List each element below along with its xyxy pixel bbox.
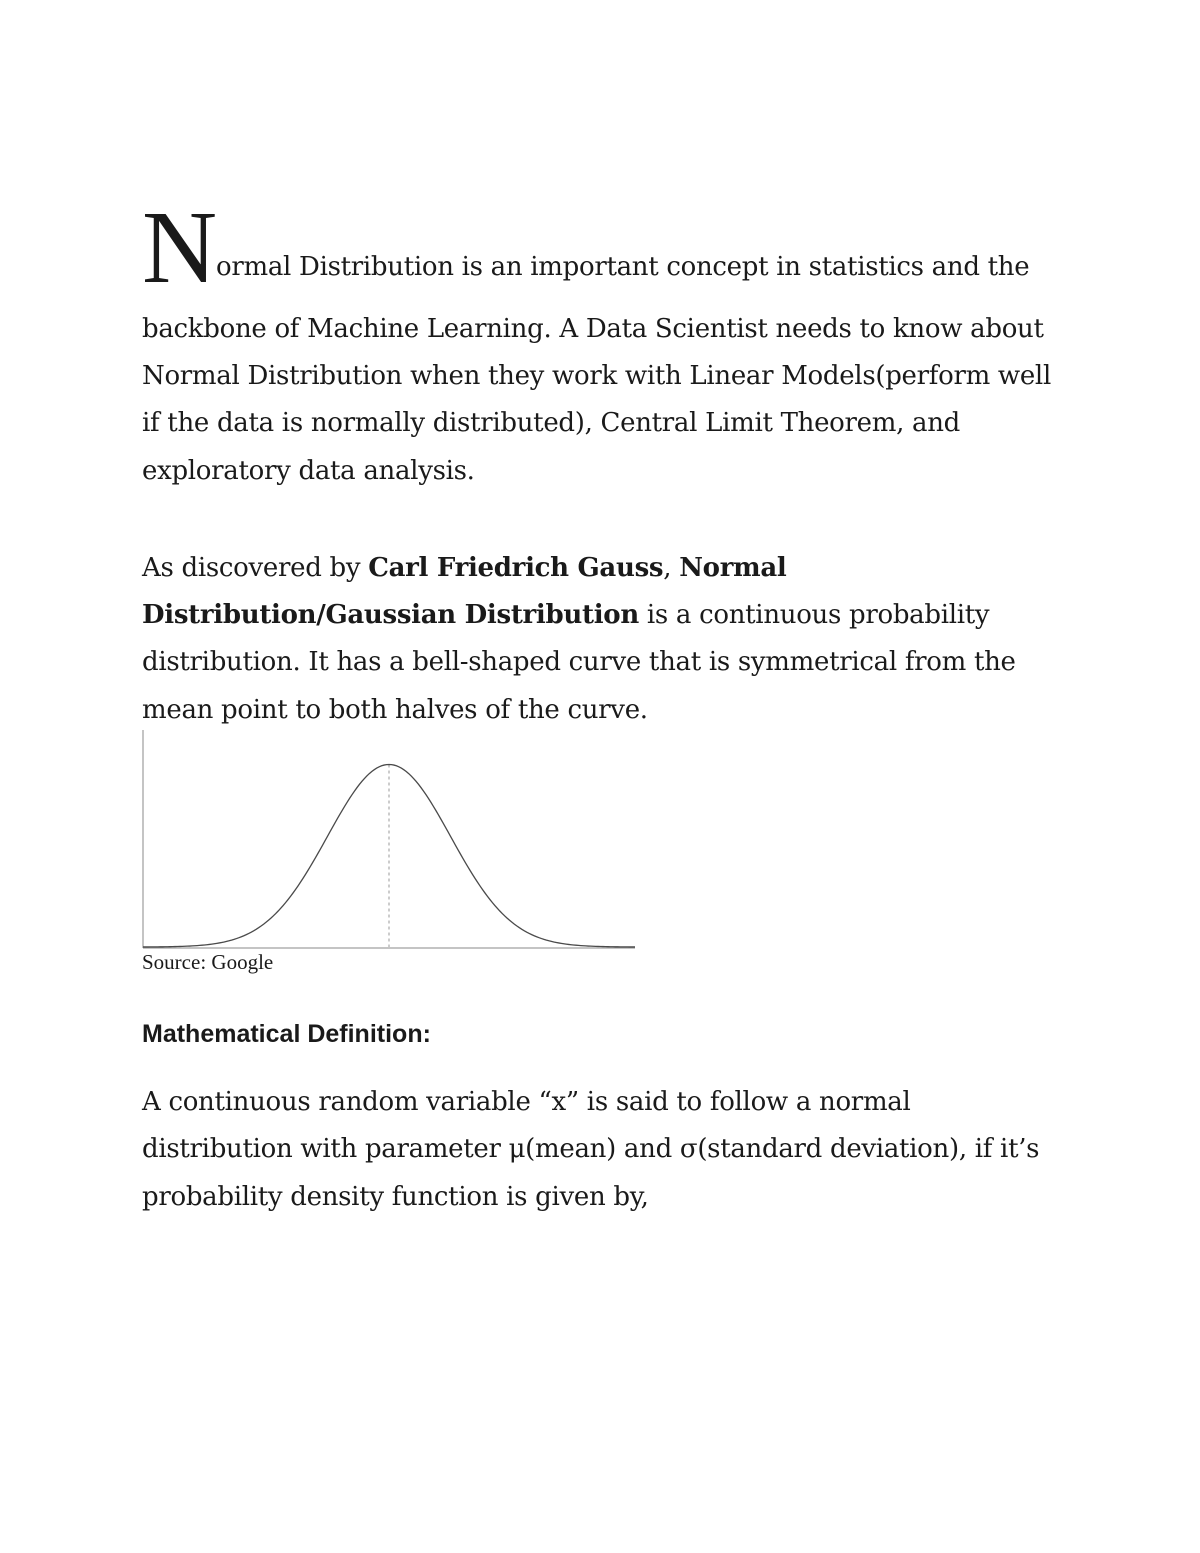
intro-line-3: Normal Distribution when they work with Linear Models(perform well (142, 361, 1051, 391)
gauss-line-4: mean point to both halves of the curve. (142, 695, 648, 725)
gauss-comma: , (663, 553, 680, 583)
definition-line-3: probability density function is given by, (142, 1182, 649, 1212)
gauss-bold-normal: Normal (679, 553, 787, 583)
gauss-prefix: As discovered by (142, 553, 369, 583)
intro-line-1: ormal Distribution is an important concept in statistics and the (216, 252, 1030, 282)
intro-line-5: exploratory data analysis. (142, 456, 475, 486)
gauss-line-3: distribution. It has a bell-shaped curve that is symmetrical from the (142, 647, 1016, 677)
intro-line-2: backbone of Machine Learning. A Data Scientist needs to know about (142, 314, 1044, 344)
gauss-name: Carl Friedrich Gauss (368, 553, 664, 583)
drop-cap: N (142, 190, 218, 305)
figure-caption: Source: Google (142, 950, 274, 974)
section-heading: Mathematical Definition: (142, 1020, 431, 1048)
gauss-line-2-rest: is a continuous probability (638, 600, 990, 630)
gauss-bold-distribution: Distribution/Gaussian Distribution (142, 600, 639, 630)
gauss-line-1 (142, 553, 786, 583)
bell-curve-chart (140, 728, 640, 952)
definition-line-1: A continuous random variable “x” is said to follow a normal (142, 1087, 911, 1117)
gauss-line-2 (142, 600, 989, 630)
intro-line-4: if the data is normally distributed), Central Limit Theorem, and (142, 408, 960, 438)
definition-line-2: distribution with parameter μ(mean) and σ(standard deviation), if it’s (142, 1134, 1040, 1164)
